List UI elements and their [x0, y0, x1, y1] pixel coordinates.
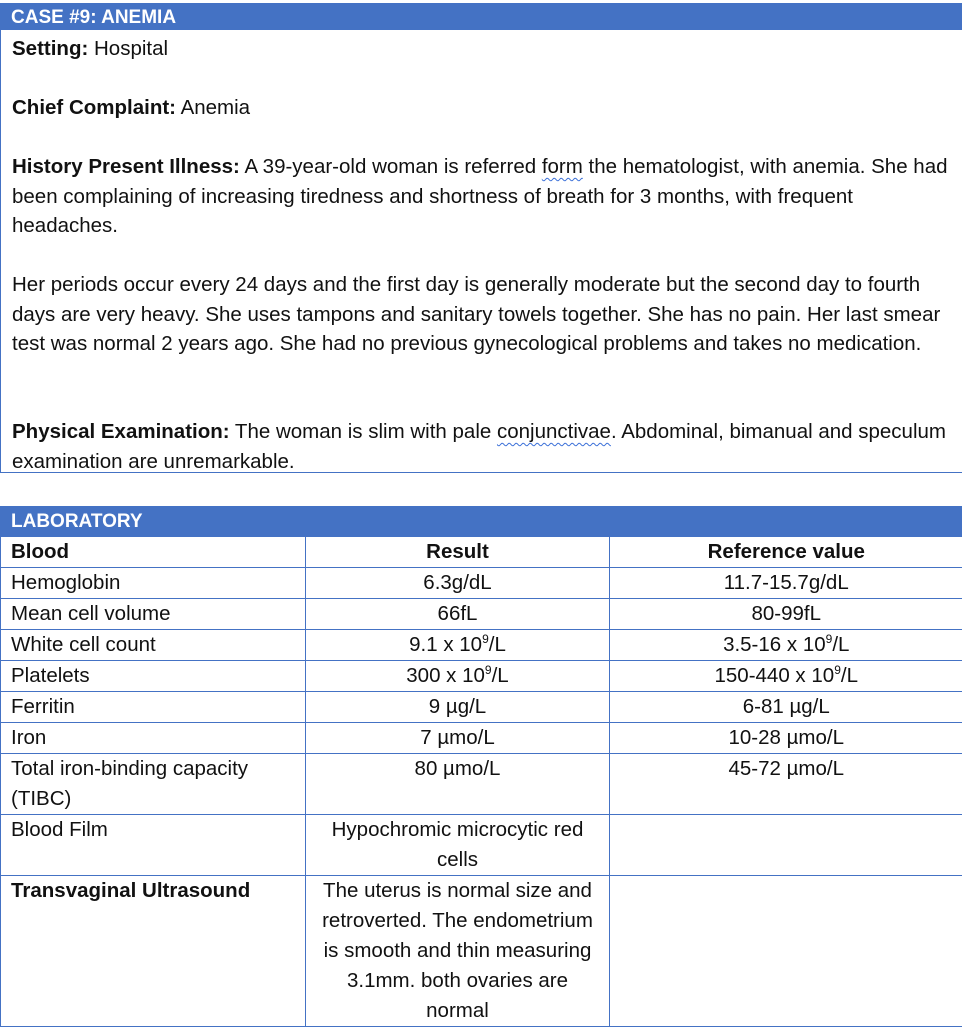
test-reference: [610, 661, 962, 692]
table-row: [1, 723, 962, 754]
setting-value: Hospital: [88, 37, 168, 60]
header-result: Result: [306, 537, 610, 568]
test-name: Ferritin: [1, 692, 306, 723]
result-exponent: 9: [482, 632, 489, 646]
result-exponent: 9: [485, 663, 492, 677]
test-result: The uterus is normal size and retroverted. The endometrium is smooth and thin measuring 3.1mm. both ovaries are normal: [306, 876, 610, 1027]
history-label: History Present Illness:: [12, 155, 240, 178]
spelling-flag-form: form: [542, 155, 583, 178]
test-name: Blood Film: [1, 815, 306, 876]
test-name: Transvaginal Ultrasound: [1, 876, 306, 1027]
test-result: 7 µmo/L: [306, 723, 610, 754]
test-reference: 80-99fL: [610, 599, 962, 630]
test-result: [306, 630, 610, 661]
table-row: [1, 599, 962, 630]
setting-line: [12, 34, 957, 64]
test-name: Hemoglobin: [1, 568, 306, 599]
table-row: [1, 661, 962, 692]
test-name: White cell count: [1, 630, 306, 661]
test-result: 80 µmo/L: [306, 754, 610, 815]
lab-table: [0, 536, 962, 1027]
test-result: 6.3g/dL: [306, 568, 610, 599]
test-reference: [610, 876, 962, 1027]
test-reference: 10-28 µmo/L: [610, 723, 962, 754]
result-base: 300 x 10: [406, 664, 485, 687]
test-reference: 45-72 µmo/L: [610, 754, 962, 815]
test-name: Total iron-binding capacity (TIBC): [1, 754, 306, 815]
chief-complaint-value: Anemia: [176, 96, 250, 119]
table-row: [1, 815, 962, 876]
history-text-a: A 39-year-old woman is referred: [240, 155, 542, 178]
table-row: [1, 876, 962, 1027]
case-body: [0, 30, 962, 473]
test-result: 66fL: [306, 599, 610, 630]
chief-complaint-line: [12, 93, 957, 123]
reference-exponent: 9: [826, 632, 833, 646]
result-base: 9.1 x 10: [409, 633, 482, 656]
header-blood: Blood: [1, 537, 306, 568]
result-unit: /L: [492, 664, 509, 687]
test-name: Platelets: [1, 661, 306, 692]
case-title: CASE #9: ANEMIA: [0, 3, 962, 30]
periods-paragraph: Her periods occur every 24 days and the first day is generally moderate but the second day to fourth days are very heavy. She uses tampons and sanitary towels together. She has no pain. Her last smear test was normal 2 years ago. She had no previous gynecological problems and takes no medication.: [12, 270, 957, 359]
test-name: Mean cell volume: [1, 599, 306, 630]
test-result: 9 µg/L: [306, 692, 610, 723]
test-result: Hypochromic microcytic red cells: [306, 815, 610, 876]
lab-title: LABORATORY: [0, 506, 962, 536]
test-reference: 6-81 µg/L: [610, 692, 962, 723]
exam-label: Physical Examination:: [12, 420, 230, 443]
exam-text-a: The woman is slim with pale: [230, 420, 497, 443]
setting-label: Setting:: [12, 37, 88, 60]
table-row: [1, 754, 962, 815]
spelling-flag-conjunctivae: conjunctivae: [497, 420, 611, 443]
reference-base: 3.5-16 x 10: [723, 633, 826, 656]
table-row: [1, 568, 962, 599]
exam-paragraph: [12, 417, 957, 476]
table-row: [1, 630, 962, 661]
lab-header-row: [1, 537, 962, 568]
test-reference: 11.7-15.7g/dL: [610, 568, 962, 599]
test-reference: [610, 630, 962, 661]
history-paragraph: [12, 152, 957, 241]
chief-complaint-label: Chief Complaint:: [12, 96, 176, 119]
test-reference: [610, 815, 962, 876]
reference-base: 150-440 x 10: [715, 664, 835, 687]
header-reference: Reference value: [610, 537, 962, 568]
result-unit: /L: [489, 633, 506, 656]
reference-unit: /L: [832, 633, 849, 656]
exam-text-b: . Abdominal, bimanual and speculum examination are unremarkable.: [12, 420, 946, 473]
test-result: [306, 661, 610, 692]
reference-exponent: 9: [834, 663, 841, 677]
test-name: Iron: [1, 723, 306, 754]
table-row: [1, 692, 962, 723]
reference-unit: /L: [841, 664, 858, 687]
history-text-b: the hematologist, with anemia. She had been complaining of increasing tiredness and shortness of breath for 3 months, with frequent headaches.: [12, 155, 948, 237]
